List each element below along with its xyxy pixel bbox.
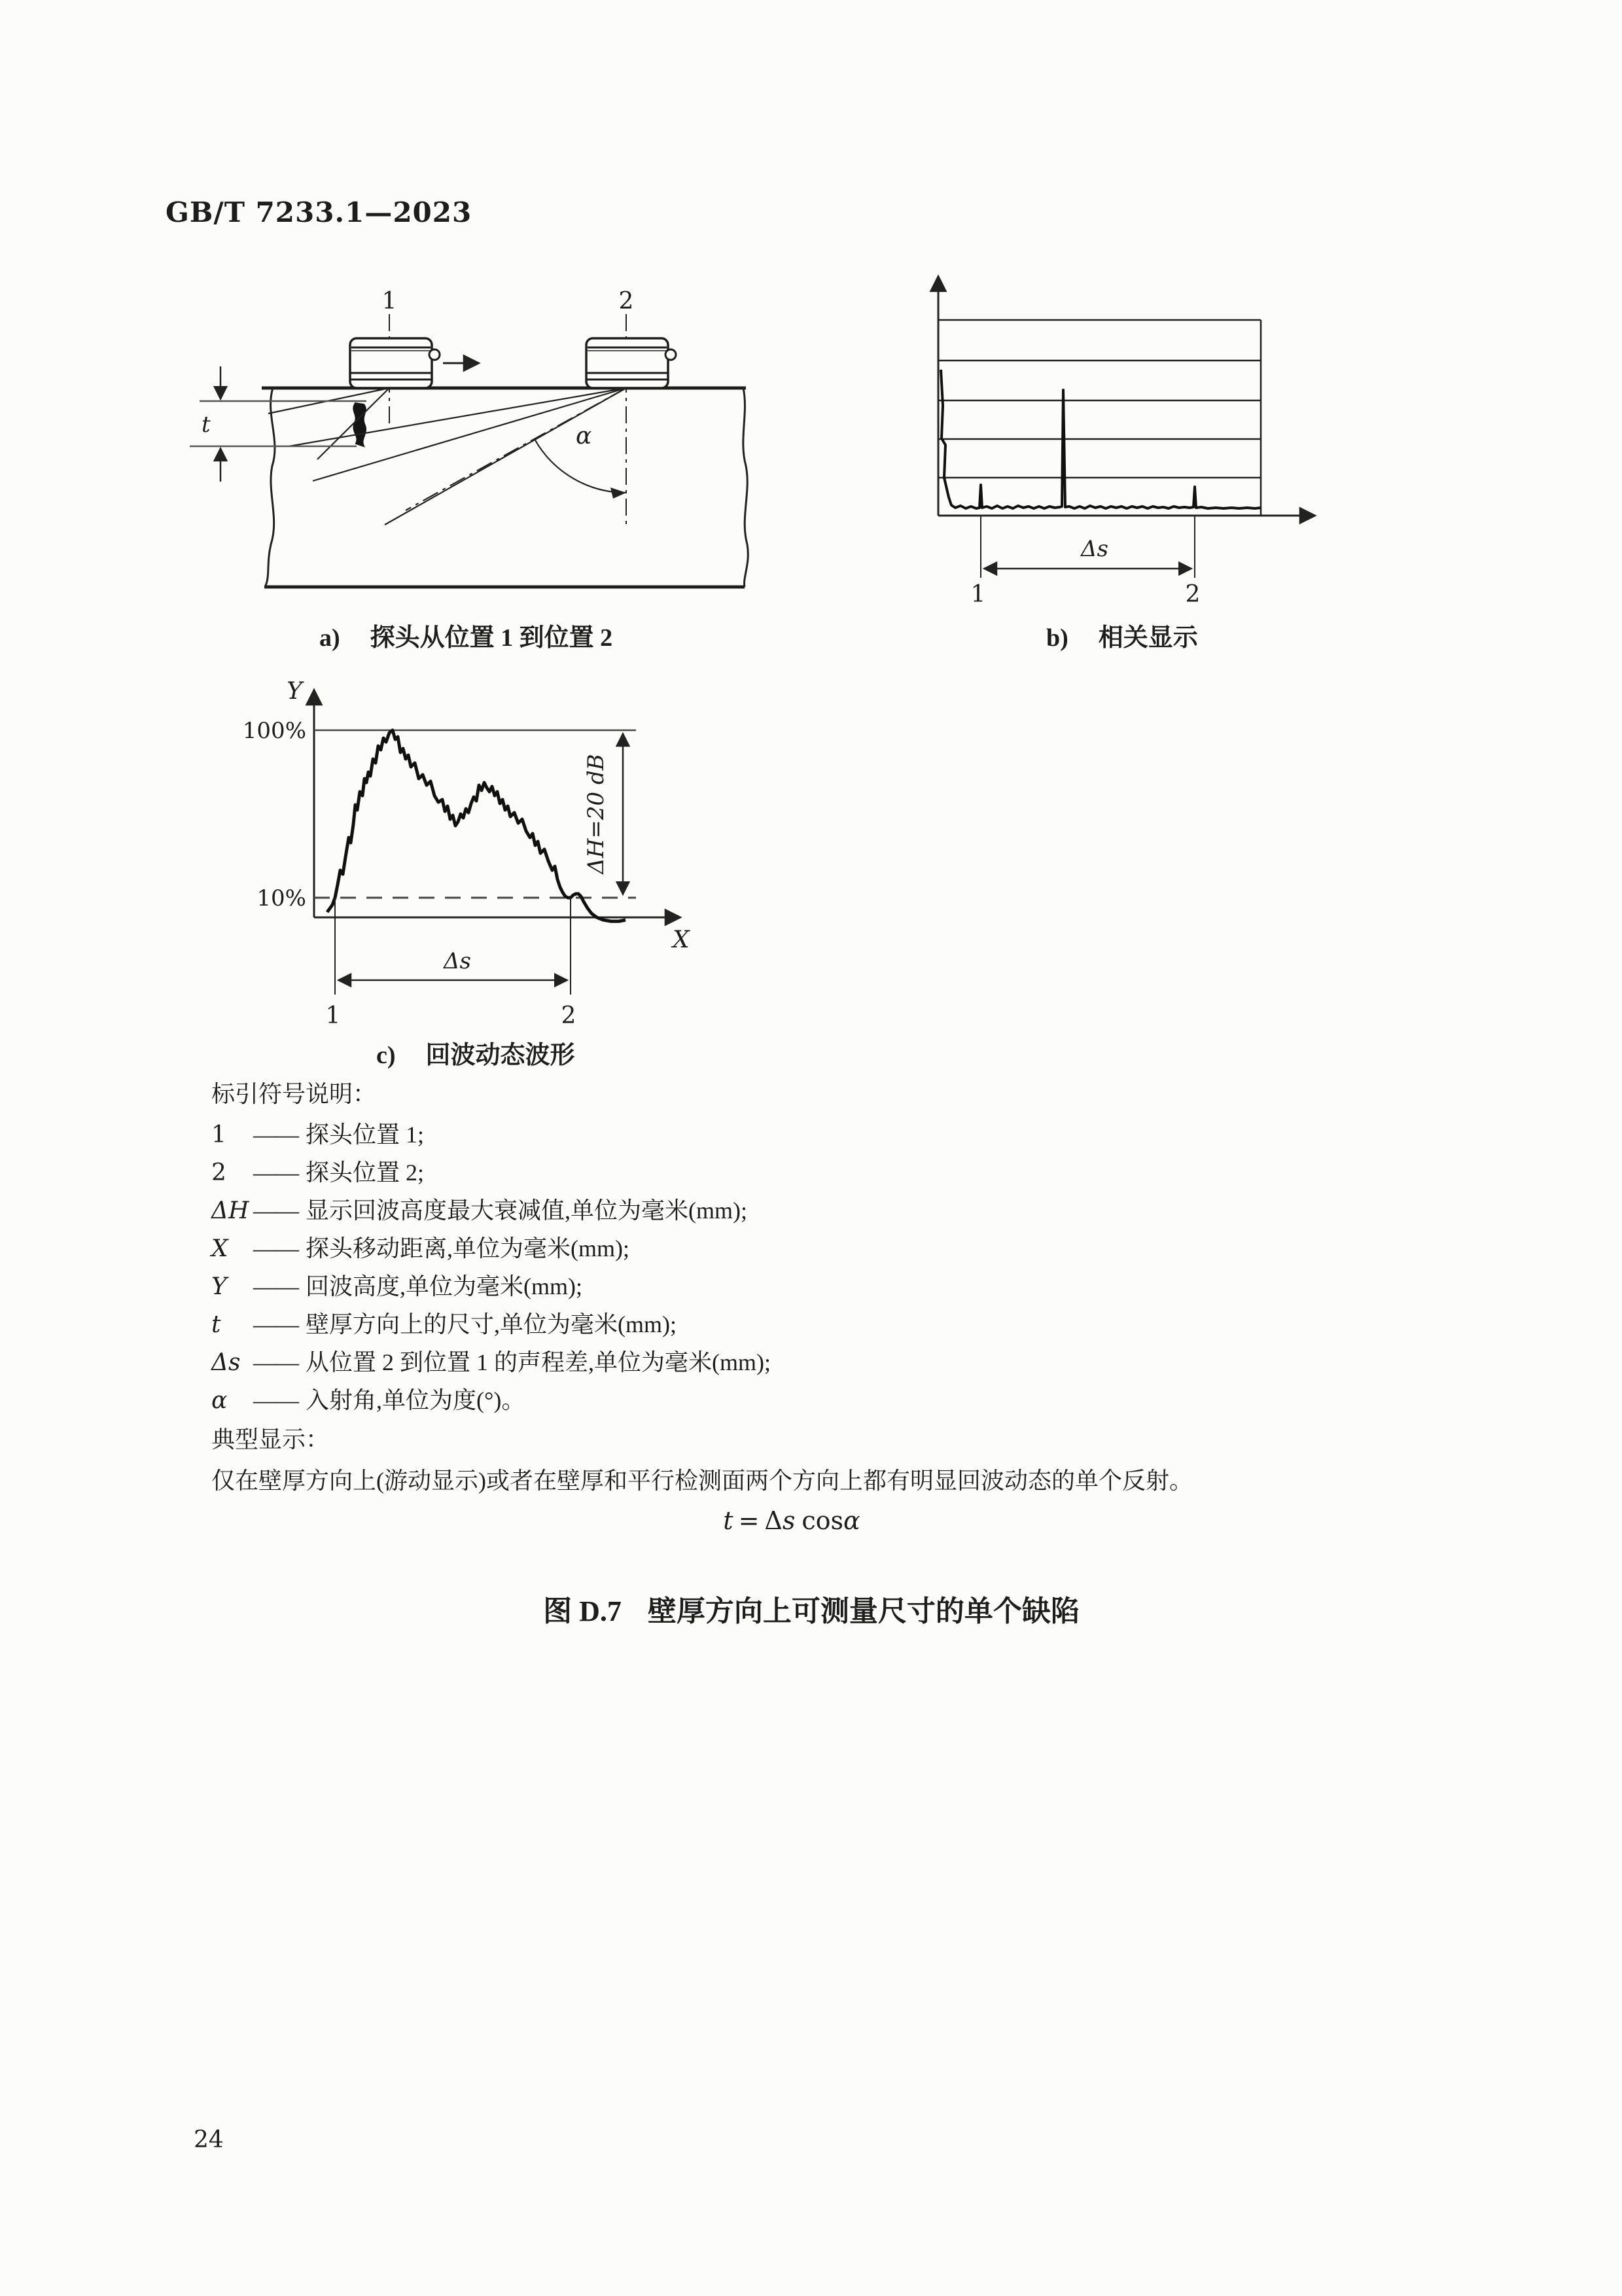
legend-item <box>211 1161 424 1185</box>
legend-item <box>211 1275 582 1299</box>
legend-desc: 探头位置 1; <box>306 1122 425 1148</box>
legend-item <box>211 1388 525 1413</box>
legend-desc: 探头移动距离,单位为毫米(mm); <box>306 1235 629 1262</box>
probe-2-cable-nub <box>665 349 676 360</box>
subfigure-b-caption: b) 相关显示 <box>1046 624 1198 652</box>
legend-item <box>211 1123 424 1147</box>
legend-item <box>211 1199 747 1223</box>
legend-symbol: t <box>211 1311 221 1338</box>
legend-dash: —— <box>253 1235 298 1262</box>
legend-item <box>211 1351 771 1375</box>
formula-equals: = <box>738 1506 760 1535</box>
legend-symbol: Δs <box>211 1349 241 1376</box>
b-position-2-label: 2 <box>1185 581 1201 608</box>
typical-display-title: 典型显示： <box>211 1426 330 1453</box>
legend-dash: —— <box>253 1159 298 1186</box>
probe-1-cable-nub <box>429 349 440 360</box>
alpha-angle-label: α <box>576 423 592 450</box>
formula-cos: cos <box>802 1506 844 1535</box>
formula-s: s <box>782 1506 796 1535</box>
legend-symbol: Y <box>211 1273 227 1300</box>
c-y-axis-label: Y <box>287 678 302 705</box>
figure-c-diagram <box>196 667 720 1086</box>
standard-code: GB/T 7233.1—2023 <box>166 196 472 228</box>
legend-dash: —— <box>253 1311 298 1337</box>
echo-dynamic-curve <box>327 730 626 921</box>
legend-item <box>211 1313 677 1337</box>
c-delta-s-label: Δs <box>444 948 472 974</box>
b-position-1-label: 1 <box>970 581 986 608</box>
legend-symbol: X <box>211 1235 228 1262</box>
block-right-wavy-edge <box>743 388 748 587</box>
subfigure-c-caption: c) 回波动态波形 <box>376 1042 575 1069</box>
b-delta-s-label: Δs <box>1081 536 1109 562</box>
probe-2 <box>586 338 676 388</box>
c-position-1-label: 1 <box>325 1002 341 1029</box>
legend-desc: 回波高度,单位为毫米(mm); <box>306 1273 582 1299</box>
subfigure-a-caption: a) 探头从位置 1 到位置 2 <box>319 624 613 652</box>
c-x-axis-label: X <box>673 927 690 953</box>
c-10pct-label: 10% <box>256 885 306 911</box>
legend-dash: —— <box>253 1197 298 1224</box>
figure-b-diagram <box>903 249 1361 641</box>
legend-dash: —— <box>253 1349 298 1375</box>
legend-dash: —— <box>253 1122 298 1148</box>
legend-desc: 入射角,单位为度(°)。 <box>306 1387 525 1413</box>
legend-title: 标引符号说明： <box>211 1081 377 1107</box>
c-100pct-label: 100% <box>242 718 306 744</box>
defect-indication <box>353 403 366 446</box>
legend-symbol: ΔH <box>211 1197 249 1224</box>
figure-title: 壁厚方向上可测量尺寸的单个缺陷 <box>647 1595 1080 1627</box>
formula-t-equals-ds-cos-alpha <box>661 1506 923 1535</box>
delta-h-label: ΔH=20 dB <box>583 754 609 874</box>
formula-t: t <box>723 1506 733 1535</box>
beam-edge-1b <box>317 388 389 459</box>
page-number: 24 <box>194 2127 224 2153</box>
t-dimension-label: t <box>202 412 211 438</box>
legend-desc: 探头位置 2; <box>306 1159 425 1186</box>
probe-position-2-label: 2 <box>618 288 634 315</box>
legend-dash: —— <box>253 1273 298 1299</box>
screen-grid <box>938 320 1261 516</box>
legend-symbol: α <box>211 1387 228 1414</box>
subfigure-a-label: a) <box>319 624 340 652</box>
block-left-wavy-edge <box>265 388 275 587</box>
legend-symbol: 2 <box>211 1159 226 1186</box>
legend-item <box>211 1237 629 1261</box>
legend-dash: —— <box>253 1387 298 1413</box>
subfigure-b-label: b) <box>1046 624 1068 652</box>
subfigure-c-label: c) <box>376 1042 396 1069</box>
legend-desc: 显示回波高度最大衰减值,单位为毫米(mm); <box>306 1197 747 1224</box>
c-position-2-label: 2 <box>561 1002 576 1029</box>
formula-delta: Δ <box>764 1506 783 1535</box>
figure-number: 图 D.7 <box>543 1595 622 1627</box>
probe-position-1-label: 1 <box>381 288 397 315</box>
legend-desc: 从位置 2 到位置 1 的声程差,单位为毫米(mm); <box>306 1349 771 1375</box>
figure-caption <box>288 1587 1335 1629</box>
alpha-arc-arrowhead <box>610 487 626 499</box>
legend-desc: 壁厚方向上的尺寸,单位为毫米(mm); <box>306 1311 677 1337</box>
legend-symbol: 1 <box>211 1122 226 1148</box>
figure-a-diagram <box>183 275 772 641</box>
probe-1 <box>350 338 440 388</box>
typical-display-text: 仅在壁厚方向上(游动显示)或者在壁厚和平行检测面两个方向上都有明显回波动态的单个反射。 <box>211 1468 1193 1494</box>
formula-alpha: α <box>843 1506 860 1535</box>
